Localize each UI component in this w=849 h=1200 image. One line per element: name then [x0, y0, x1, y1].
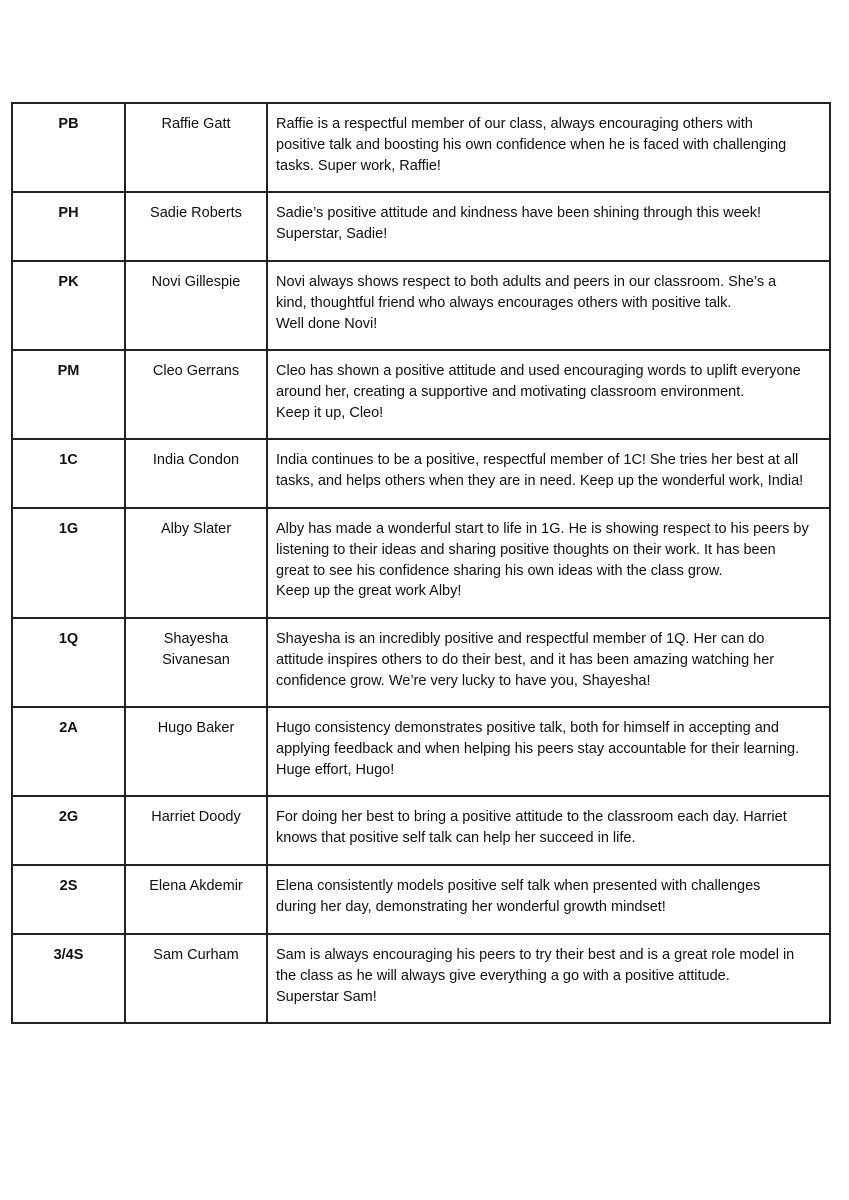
award-comment-line: tasks, and helps others when they are in need. Keep up the wonderful work, India! [276, 472, 804, 489]
award-row [12, 439, 830, 508]
award-comment-line: Sam is always encouraging his peers to try their best and is a great role model in [276, 947, 795, 963]
award-comment-cell [267, 618, 830, 707]
award-comment-line: kind, thoughtful friend who always encourages others with positive talk. [276, 294, 732, 311]
award-comment-cell [267, 796, 830, 865]
student-name-cell [125, 192, 267, 261]
student-name-cell [125, 261, 267, 350]
student-name: Cleo Gerrans [152, 363, 240, 379]
award-comment-cell [267, 103, 830, 192]
class-code: 2S [12, 865, 125, 934]
student-name: Alby Slater [160, 521, 232, 537]
student-name-cell [125, 350, 267, 439]
student-name-cell [125, 865, 267, 934]
award-comment-line: Shayesha is an incredibly positive and respectful member of 1Q. Her can do [276, 631, 765, 647]
award-comment-line: listening to their ideas and sharing positive thoughts on their work. It has been [276, 541, 776, 558]
award-comment-line: Hugo consistency demonstrates positive talk, both for himself in accepting and [276, 720, 779, 736]
student-name-cell [125, 707, 267, 796]
student-name: Hugo Baker [157, 720, 235, 736]
student-name-cell [125, 508, 267, 618]
award-comment-line: Keep it up, Cleo! [276, 404, 384, 421]
award-comment-line: Superstar, Sadie! [276, 225, 388, 242]
class-code: PH [12, 192, 125, 261]
award-comment-line: Sadie’s positive attitude and kindness have been shining through this week! [276, 205, 761, 221]
award-row [12, 865, 830, 934]
award-row [12, 350, 830, 439]
student-name: Shayesha [163, 631, 229, 647]
student-name: Sivanesan [162, 651, 230, 668]
class-code: 1Q [12, 618, 125, 707]
award-comment-line: Elena consistently models positive self talk when presented with challenges [276, 878, 761, 894]
award-comment-line: Cleo has shown a positive attitude and used encouraging words to uplift everyone [276, 363, 801, 379]
student-name: Raffie Gatt [161, 116, 231, 132]
class-code: 1G [12, 508, 125, 618]
class-code: 3/4S [12, 934, 125, 1023]
award-comment-line: positive talk and boosting his own confidence when he is faced with challenging [276, 136, 787, 153]
award-comment-line: confidence grow. We’re very lucky to have you, Shayesha! [276, 672, 651, 689]
award-comment-line: during her day, demonstrating her wonderful growth mindset! [276, 898, 666, 915]
class-code: 1C [12, 439, 125, 508]
award-comment-cell [267, 439, 830, 508]
student-name-cell [125, 439, 267, 508]
award-comment-cell [267, 350, 830, 439]
student-name: Harriet Doody [151, 809, 241, 825]
student-name: Sam Curham [153, 947, 239, 963]
award-row [12, 261, 830, 350]
award-comment-cell [267, 865, 830, 934]
award-row [12, 707, 830, 796]
class-code: PK [12, 261, 125, 350]
award-comment-line: Superstar Sam! [276, 988, 377, 1005]
award-comment-line: great to see his confidence sharing his own ideas with the class grow. [276, 562, 723, 579]
award-comment-line: the class as he will always give everything a go with a positive attitude. [276, 967, 730, 984]
awards-table [11, 102, 831, 1024]
awards-table-body [12, 103, 830, 1023]
student-name-cell [125, 934, 267, 1023]
award-comment-cell [267, 934, 830, 1023]
award-comment-line: Well done Novi! [276, 315, 378, 332]
class-code: 2G [12, 796, 125, 865]
class-code: 2A [12, 707, 125, 796]
award-comment-line: For doing her best to bring a positive attitude to the classroom each day. Harriet [276, 809, 787, 825]
award-row [12, 192, 830, 261]
student-name-cell [125, 103, 267, 192]
award-row [12, 618, 830, 707]
award-comment-cell [267, 192, 830, 261]
student-name: Elena Akdemir [149, 878, 243, 894]
student-name: India Condon [152, 452, 240, 468]
award-row [12, 508, 830, 618]
award-comment-line: India continues to be a positive, respectful member of 1C! She tries her best at all [276, 452, 799, 468]
award-comment-line: knows that positive self talk can help her succeed in life. [276, 829, 636, 846]
award-comment-line: Raffie is a respectful member of our class, always encouraging others with [276, 116, 753, 132]
award-comment-line: attitude inspires others to do their best, and it has been amazing watching her [276, 651, 775, 668]
class-code: PB [12, 103, 125, 192]
student-name-cell [125, 796, 267, 865]
award-comment-line: Huge effort, Hugo! [276, 761, 395, 778]
award-comment-line: tasks. Super work, Raffie! [276, 157, 441, 174]
award-comment-line: applying feedback and when helping his peers stay accountable for their learning. [276, 740, 800, 757]
award-comment-line: Keep up the great work Alby! [276, 583, 462, 600]
award-row [12, 103, 830, 192]
award-comment-line: Novi always shows respect to both adults and peers in our classroom. She’s a [276, 274, 777, 290]
award-comment-cell [267, 261, 830, 350]
student-name-cell [125, 618, 267, 707]
student-name: Sadie Roberts [150, 205, 242, 221]
award-comment-cell [267, 707, 830, 796]
award-comment-cell [267, 508, 830, 618]
class-code: PM [12, 350, 125, 439]
award-comment-line: Alby has made a wonderful start to life in 1G. He is showing respect to his peers by [276, 521, 809, 537]
award-row [12, 796, 830, 865]
student-name: Novi Gillespie [151, 274, 241, 290]
award-row [12, 934, 830, 1023]
award-comment-line: around her, creating a supportive and motivating classroom environment. [276, 383, 745, 400]
